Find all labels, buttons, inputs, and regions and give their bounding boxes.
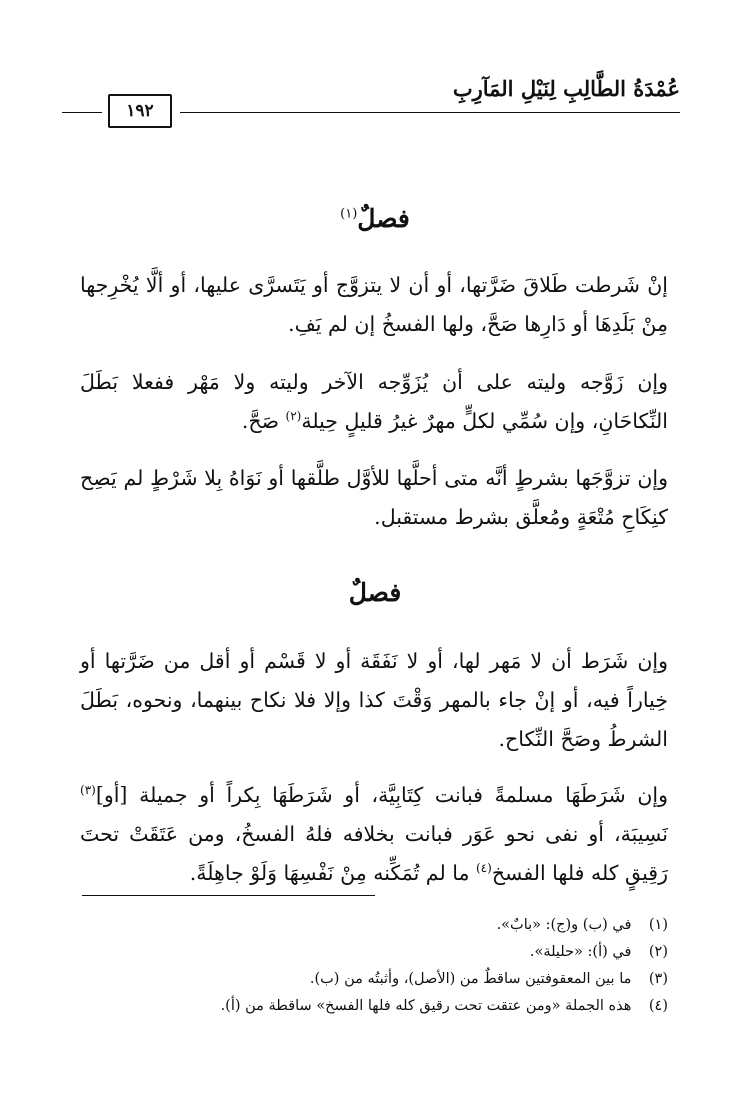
footnote-text: ما بين المعقوفتين ساقطٌ من (الأصل)، وأثبتُه من (ب). [309,971,632,987]
paragraph-text: صَحَّ. [241,409,279,433]
footnotes [80,912,668,1020]
header-rule-short [62,112,102,113]
section-heading [0,578,750,607]
running-header [64,72,680,120]
footnote [80,966,668,993]
paragraph [80,363,668,441]
paragraph [80,642,668,759]
footnote-text: في (أ): «حليلة». [529,944,632,960]
section-heading-text: فصلٌ [357,204,410,233]
footnote-ref: (١) [340,206,358,222]
paragraph-text: وإن شَرَط أن لا مَهر لها، أو لا نَفَقَة أو لا قَسْم أو أقل من ضَرَّتها أو خِياراً فيه، أو إنْ جاء بالمهر وَقْتَ كذا وإلا فلا نكاح بينهما، ونحوه، بَطَلَ الشرطُ وصَحَّ النِّكاح. [80,649,668,751]
footnote-number: (٤) [648,998,668,1014]
paragraph-text: ما لم تُمَكِّنه مِنْ نَفْسِهَا وَلَوْ جاهِلَةً. [189,861,470,885]
paragraph-text: وإن زَوَّجه وليته على أن يُزَوِّجه الآخر وليته ولا مَهْر ففعلا بَطَلَ النِّكاحَانِ، وإن سُمِّي لكلٍّ مهرٌ غيرُ قليلٍ حِيلة [80,370,668,433]
footnote [80,993,668,1020]
page-number: ١٩٢ [108,94,172,128]
paragraph [80,459,668,537]
book-title: عُمْدَةُ الطَّالِبِ لِنَيْلِ المَآرِبِ [452,76,680,101]
paragraph-text: وإن تزوَّجَها بشرطٍ أنَّه متى أحلَّها للأوَّل طلَّقها أو نَوَاهُ بِلا شَرْطٍ لم يَصِح كنِكَاحِ مُتْعَةٍ ومُعلَّق بشرط مستقبل. [80,466,668,529]
footnote-ref: (٢) [285,409,302,424]
footnote-text: هذه الجملة «ومن عتقت تحت رقيق كله فلها الفسخ» ساقطة من (أ). [220,998,632,1014]
header-rule [180,112,680,113]
paragraph [80,776,668,893]
footnote-ref: (٣) [80,783,96,798]
footnote-separator [82,895,375,896]
section-heading-text: فصلٌ [348,578,402,607]
footnote-number: (٢) [648,944,668,960]
footnote [80,939,668,966]
footnote-number: (٣) [648,971,668,987]
paragraph-text: إنْ شَرطت طَلاقَ ضَرَّتها، أو أن لا يتزوَّج أو يَتَسرَّى عليها، أو ألَّا يُخْرِجها مِنْ بَلَدِهَا أو دَارِها صَحَّ، ولها الفسخُ إن لم يَفِ. [80,273,668,336]
footnote-text: في (ب) و(ج): «بابٌ». [496,917,632,933]
paragraph [80,266,668,344]
footnote [80,912,668,939]
paragraph-text: نَسِيبَة، أو نفى نحو عَوَر فبانت بخلافه فلهُ الفسخُ، ومن عَتَقَتْ تحتَ رَقِيقٍ كله فلها الفسخ [80,822,668,885]
footnote-number: (١) [648,917,668,933]
paragraph-text: وإن شَرَطَهَا مسلمةً فبانت كِتَابِيَّة، أو شَرَطَهَا بِكراً أو جميلة [أو] [95,783,668,807]
footnote-ref: (٤) [475,861,492,876]
section-heading [0,204,750,233]
